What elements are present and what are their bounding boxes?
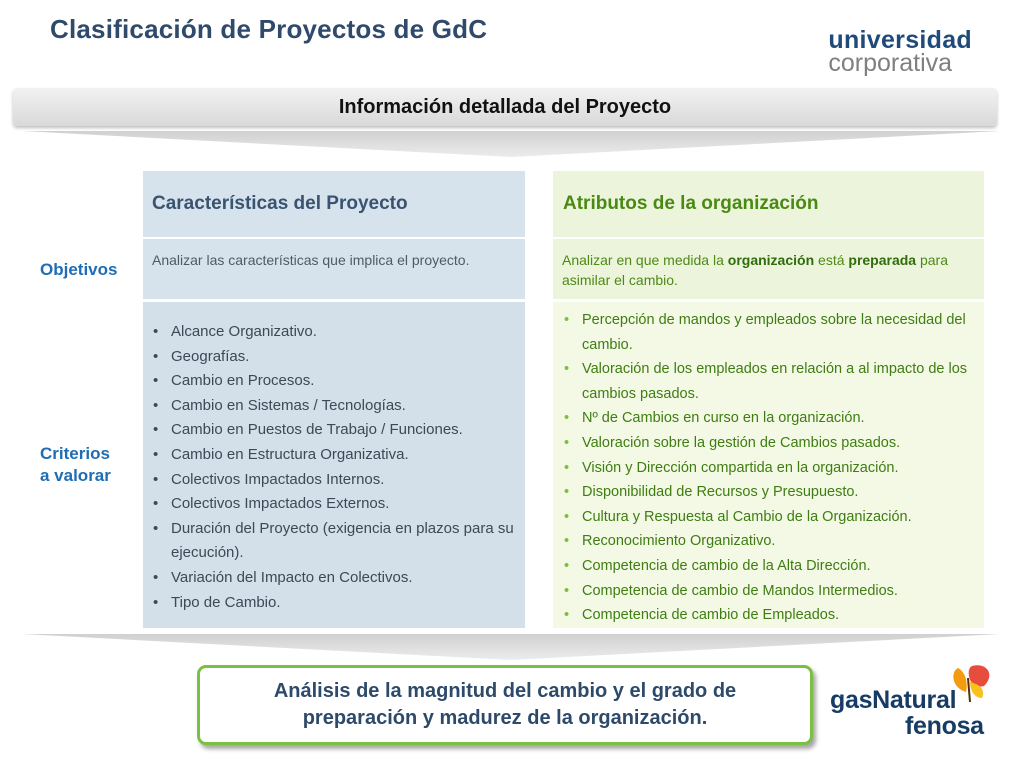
logo-text-gasnatural: gasNatural: [830, 686, 957, 714]
criteria-item: • Geografías.: [171, 345, 519, 370]
attributes-criteria-panel: [553, 302, 984, 628]
characteristics-objective: Analizar las características que implica el proyecto.: [143, 239, 525, 299]
characteristics-criteria-panel: [143, 302, 525, 628]
criteria-item: • Percepción de mandos y empleados sobre la necesidad del cambio.: [582, 308, 978, 357]
criterios-label-line2: a valorar: [40, 466, 111, 485]
criteria-item: • Cambio en Estructura Organizativa.: [171, 443, 519, 468]
criteria-item: • Competencia de cambio de la Alta Dirección.: [582, 554, 978, 579]
criteria-item: • Colectivos Impactados Externos.: [171, 492, 519, 517]
criteria-item: • Valoración sobre la gestión de Cambios pasados.: [582, 431, 978, 456]
criteria-item: • Cambio en Procesos.: [171, 369, 519, 394]
down-arrow-divider-bottom: [22, 634, 1000, 660]
criteria-item: • Visión y Dirección compartida en la organización.: [582, 456, 978, 481]
criteria-item: • Disponibilidad de Recursos y Presupuesto.: [582, 480, 978, 505]
objective-text-1: Analizar en que medida la: [562, 252, 728, 268]
criteria-item: • Nº de Cambios en curso en la organización.: [582, 406, 978, 431]
objetivos-label: Objetivos: [40, 260, 118, 279]
logo-line-1: universidad: [828, 26, 972, 54]
down-arrow-divider-top: [22, 131, 1000, 157]
attributes-header: Atributos de la organización: [553, 171, 984, 237]
attributes-criteria-list: [553, 302, 984, 628]
section-banner: Información detallada del Proyecto: [13, 88, 997, 126]
criteria-item: • Duración del Proyecto (exigencia en plazos para su ejecución).: [171, 517, 519, 566]
result-line-2: preparación y madurez de la organización.: [302, 707, 708, 729]
objective-bold-2: preparada: [848, 252, 917, 268]
result-box: [197, 665, 813, 745]
criterios-label: [40, 443, 111, 487]
logo-text-fenosa: fenosa: [905, 712, 984, 740]
criteria-item: • Variación del Impacto en Colectivos.: [171, 566, 519, 591]
logo-line-2: corporativa: [828, 49, 953, 77]
attributes-objective: [553, 239, 984, 299]
result-line-1: Análisis de la magnitud del cambio y el grado de: [273, 680, 737, 702]
criteria-item: • Alcance Organizativo.: [171, 320, 519, 345]
criteria-item: • Cambio en Puestos de Trabajo / Funciones.: [171, 418, 519, 443]
criteria-item: • Cambio en Sistemas / Tecnologías.: [171, 394, 519, 419]
criteria-item: • Reconocimiento Organizativo.: [582, 529, 978, 554]
criteria-item: • Tipo de Cambio.: [171, 591, 519, 616]
criteria-item: • Colectivos Impactados Internos.: [171, 468, 519, 493]
criterios-label-line1: Criterios: [40, 444, 110, 463]
objective-bold-1: organización: [727, 252, 815, 268]
criteria-item: • Competencia de cambio de Mandos Intermedios.: [582, 579, 978, 604]
objective-text-2: está: [814, 252, 849, 268]
characteristics-criteria-list: [143, 302, 525, 615]
criteria-item: • Competencia de cambio de Empleados.: [582, 603, 978, 628]
criteria-item: • Valoración de los empleados en relación a al impacto de los cambios pasados.: [582, 357, 978, 406]
page-title: Clasificación de Proyectos de GdC: [50, 14, 488, 44]
universidad-corporativa-logo: [828, 28, 972, 76]
criteria-item: • Cultura y Respuesta al Cambio de la Organización.: [582, 505, 978, 530]
gas-natural-fenosa-logo: [830, 668, 1000, 738]
objective-text-3: para asimilar el cambio.: [562, 252, 949, 288]
characteristics-header: Características del Proyecto: [143, 171, 525, 237]
